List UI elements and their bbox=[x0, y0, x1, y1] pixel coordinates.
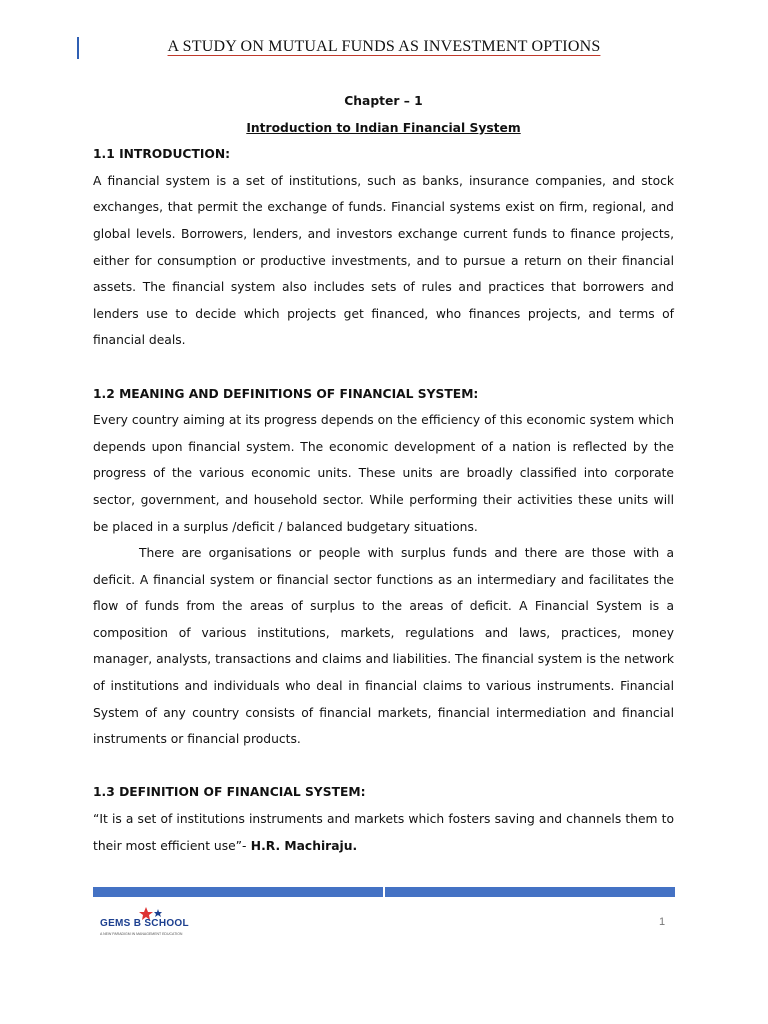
paragraph: A financial system is a set of institutions, such as banks, insurance companies, and stock exchanges, that permit the exchange of funds. Financial systems exist on firm, regional, and global levels. Borrowers, lenders, and investors exchange current funds to finance projects, either for consumption or productive investments, and to pursue a return on their financial assets. The financial system also includes sets of rules and practices that borrowers and lenders use to decide which projects get financed, who finances projects, and terms of financial deals. bbox=[93, 173, 674, 348]
quote-text: “It is a set of institutions instruments and markets which fosters saving and channels them to their most efficient use”- bbox=[93, 812, 674, 853]
footer-bar-left bbox=[93, 887, 383, 897]
definition-quote bbox=[93, 806, 674, 859]
quote-author: H.R. Machiraju. bbox=[246, 838, 358, 853]
chapter-label: Chapter – 1 bbox=[344, 94, 423, 108]
chapter-title: Introduction to Indian Financial System bbox=[246, 120, 521, 135]
paragraph: There are organisations or people with surplus funds and there are those with a deficit. A financial system or financial sector functions as an intermediary and facilitates the flow of funds from the areas of surplus to the areas of deficit. A Financial System is a composition of various institutions, markets, regulations and laws, practices, money manager, analysts, transactions and claims and liabilities. The financial system is the network of institutions and individuals who deal in financial claims to various instruments. Financial System of any country consists of financial markets, financial intermediation and financial instruments or financial products. bbox=[93, 546, 674, 747]
section-heading: 1.3 DEFINITION OF FINANCIAL SYSTEM: bbox=[93, 785, 366, 800]
header-title: A STUDY ON MUTUAL FUNDS AS INVESTMENT OPTIONS bbox=[167, 38, 601, 55]
page-header bbox=[0, 38, 768, 56]
footer-divider bbox=[93, 887, 675, 897]
page-number: 1 bbox=[659, 916, 666, 928]
section-heading: 1.2 MEANING AND DEFINITIONS OF FINANCIAL SYSTEM: bbox=[93, 386, 479, 401]
footer-bar-right bbox=[385, 887, 675, 897]
logo-text: GEMS B SCHOOL bbox=[100, 918, 189, 929]
logo-subtext: A NEW PARADIGM IN MANAGEMENT EDUCATION bbox=[100, 932, 183, 936]
section-heading: 1.1 INTRODUCTION: bbox=[93, 147, 231, 162]
paragraph: Every country aiming at its progress depends on the efficiency of this economic system which depends upon financial system. The economic development of a nation is reflected by the progress of the various economic units. These units are broadly classified into corporate sector, government, and household sector. While performing their activities these units will be placed in a surplus /deficit / balanced budgetary situations. bbox=[93, 413, 674, 534]
school-logo bbox=[98, 906, 190, 938]
document-body bbox=[93, 88, 674, 859]
